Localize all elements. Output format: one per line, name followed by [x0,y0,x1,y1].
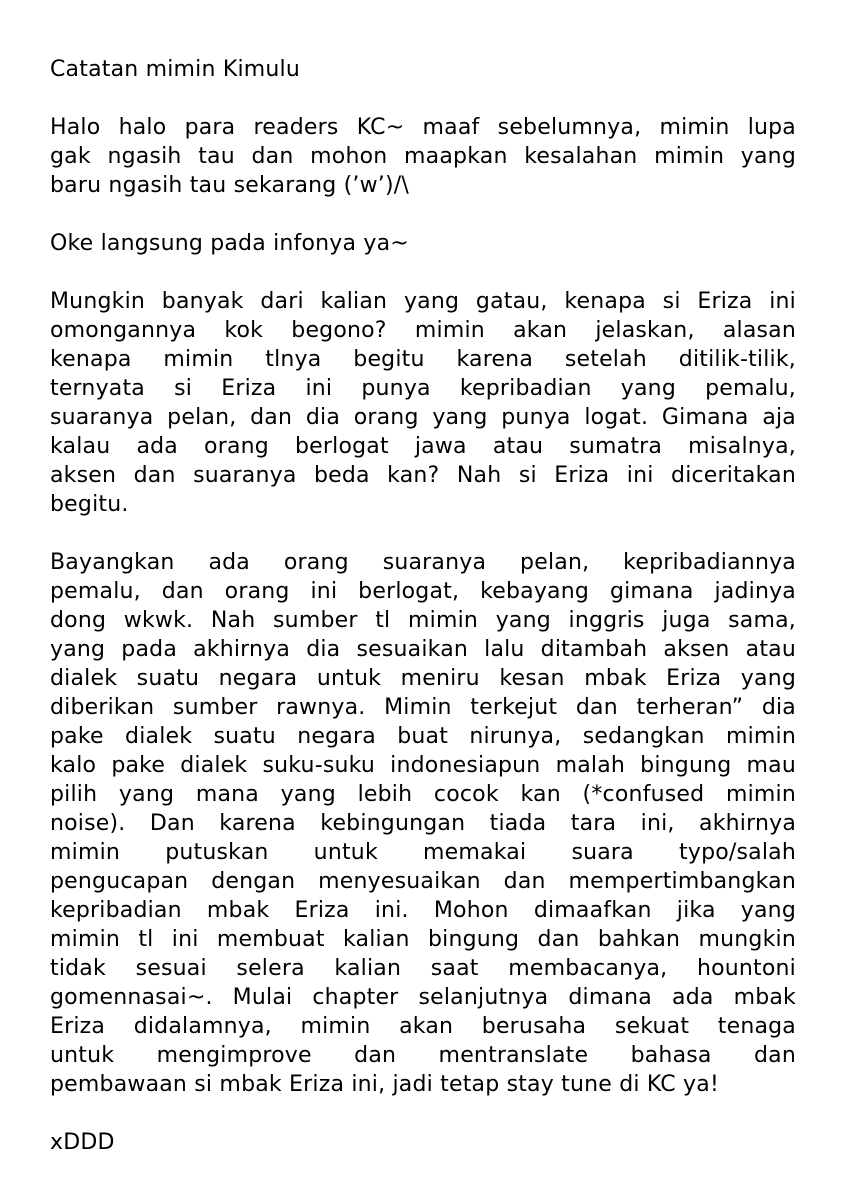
text-line: pengucapan dengan menyesuaikan dan mempertimbangkan [50,869,796,894]
text-line: gomennasai~. Mulai chapter selanjutnya dimana ada mbak [50,985,796,1010]
document-title: Catatan mimin Kimulu [50,57,300,82]
text-line: dong wkwk. Nah sumber tl mimin yang inggris juga sama, [50,608,796,633]
text-line: untuk mengimprove dan mentranslate bahasa dan [50,1043,796,1068]
text-line: yang pada akhirnya dia sesuaikan lalu ditambah aksen atau [50,637,796,662]
text-line: ternyata si Eriza ini punya kepribadian yang pemalu, [50,376,796,401]
text-line: kenapa mimin tlnya begitu karena setelah ditilik-tilik, [50,347,796,372]
text-line: pembawaan si mbak Eriza ini, jadi tetap stay tune di KC ya! [50,1072,719,1097]
text-line: Eriza didalamnya, mimin akan berusaha sekuat tenaga [50,1014,796,1039]
text-line: dialek suatu negara untuk meniru kesan mbak Eriza yang [50,666,796,691]
text-line: baru ngasih tau sekarang (’w’)/\ [50,173,410,198]
text-line: gak ngasih tau dan mohon maapkan kesalahan mimin yang [50,144,796,169]
text-line: Bayangkan ada orang suaranya pelan, kepribadiannya [50,550,796,575]
text-line: tidak sesuai selera kalian saat membacanya, hountoni [50,956,796,981]
text-line: kalau ada orang berlogat jawa atau sumatra misalnya, [50,434,796,459]
text-line: suaranya pelan, dan dia orang yang punya logat. Gimana aja [50,405,796,430]
text-line: pilih yang mana yang lebih cocok kan (*confused mimin [50,782,796,807]
text-line: mimin tl ini membuat kalian bingung dan bahkan mungkin [50,927,796,952]
text-line: omongannya kok begono? mimin akan jelaskan, alasan [50,318,796,343]
text-line: noise). Dan karena kebingungan tiada tara ini, akhirnya [50,811,796,836]
paragraph-intro [50,229,796,258]
text-line: diberikan sumber rawnya. Mimin terkejut dan terheran” dia [50,695,796,720]
document-body [50,113,796,1099]
text-line: begitu. [50,492,129,517]
text-line: Mungkin banyak dari kalian yang gatau, kenapa si Eriza ini [50,289,796,314]
text-line: Halo halo para readers KC~ maaf sebelumnya, mimin lupa [50,115,796,140]
paragraph-apology [50,113,796,200]
text-line: pake dialek suatu negara buat nirunya, sedangkan mimin [50,724,796,749]
text-line: pemalu, dan orang ini berlogat, kebayang gimana jadinya [50,579,796,604]
paragraph-translation-decision [50,548,796,1099]
text-line: kepribadian mbak Eriza ini. Mohon dimaafkan jika yang [50,898,796,923]
text-line: kalo pake dialek suku-suku indonesiapun malah bingung mau [50,753,796,778]
paragraph-explanation-eriza-accent [50,287,796,519]
text-line: Oke langsung pada infonya ya~ [50,231,409,256]
text-line: mimin putuskan untuk memakai suara typo/salah [50,840,796,865]
text-line: aksen dan suaranya beda kan? Nah si Eriza ini diceritakan [50,463,796,488]
signoff: xDDD [50,1130,115,1155]
